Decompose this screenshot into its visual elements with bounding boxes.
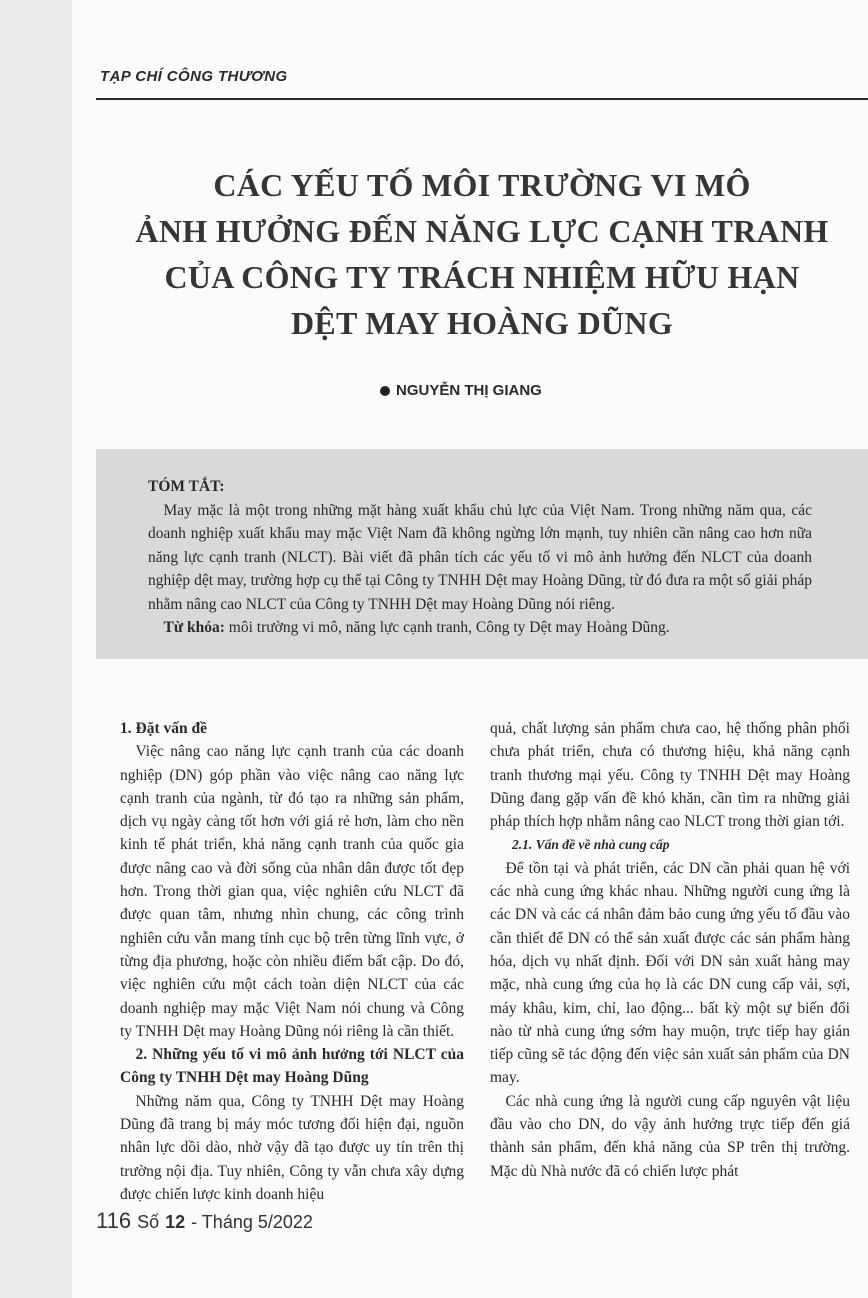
paragraph: Những năm qua, Công ty TNHH Dệt may Hoàng Dũng đã trang bị máy móc tương đối hiện đại, nguồn nhân lực dồi dào, nhờ vậy đã tạo được uy tín trên thị trường nội địa. Tuy nhiên, Công ty vẫn chưa xây dựng được chiến lược kinh doanh hiệu (120, 1092, 464, 1203)
page-left-margin (0, 0, 72, 1298)
section-heading: 1. Đặt vấn đề (120, 720, 207, 737)
paragraph: Việc nâng cao năng lực cạnh tranh của các doanh nghiệp (DN) góp phần vào việc nâng cao năng lực cạnh tranh của ngành, từ đó tạo ra những sản phẩm, dịch vụ ngày càng tốt hơn với giá rẻ hơn, làm cho nền kinh tế phát triển, khả năng cạnh tranh của quốc gia được nâng cao và đời sống của nhân dân được tốt đẹp hơn. Trong thời gian qua, việc nghiên cứu NLCT đã được quan tâm, nhưng nhìn chung, các công trình nghiên cứu vẫn mang tính cục bộ trên từng lĩnh vực, ở từng địa phương, hoặc còn nhiều điểm bất cập. Do đó, việc nghiên cứu một cách toàn diện NLCT của các doanh nghiệp may mặc Việt Nam nói chung và Công ty TNHH Dệt may Hoàng Dũng nói riêng là cần thiết. (120, 743, 464, 1040)
section-heading: 2. Những yếu tố vi mô ảnh hưởng tới NLCT của Công ty TNHH Dệt may Hoàng Dũng (120, 1046, 464, 1087)
abstract-box (96, 449, 868, 659)
abstract-content (148, 475, 812, 640)
keywords-text: môi trường vi mô, năng lực cạnh tranh, Công ty Dệt may Hoàng Dũng. (228, 619, 670, 636)
title-line: CỦA CÔNG TY TRÁCH NHIỆM HỮU HẠN (164, 259, 800, 295)
paragraph: Các nhà cung ứng là người cung cấp nguyên vật liệu đầu vào cho DN, do vậy ảnh hưởng trực tiếp đến giá thành sản phẩm, đến khả năng của SP trên thị trường. Mặc dù Nhà nước đã có chiến lược phát (490, 1092, 850, 1180)
author-line (380, 382, 542, 399)
subsection-heading: 2.1. Vấn đề về nhà cung cấp (512, 837, 670, 853)
left-column (120, 717, 464, 1206)
article-title (96, 162, 868, 346)
author-name: NGUYỄN THỊ GIANG (396, 382, 542, 399)
keywords-label: Từ khóa: (163, 619, 225, 636)
page-number: 116 (96, 1208, 132, 1233)
paragraph: quả, chất lượng sản phẩm chưa cao, hệ thống phân phối chưa phát triển, chưa có thương hiệu, khả năng cạnh tranh thương mại yếu. Công ty TNHH Dệt may Hoàng Dũng đang gặp vấn đề khó khăn, cần tìm ra những giải pháp thích hợp nhằm nâng cao NLCT trong thời gian tới. (490, 720, 850, 831)
title-line: CÁC YẾU TỐ MÔI TRƯỜNG VI MÔ (213, 167, 751, 203)
abstract-heading: TÓM TẮT: (148, 478, 225, 495)
title-line: DỆT MAY HOÀNG DŨNG (290, 305, 674, 341)
paragraph: Để tồn tại và phát triển, các DN cần phải quan hệ với các nhà cung ứng khác nhau. Những người cung ứng là các DN và các cá nhân đảm bảo cung ứng yếu tố đầu vào cần thiết để DN có thể sản xuất được các sản phẩm hàng hóa, dịch vụ nhất định. Đối với DN sản xuất hàng may mặc, nhà cung ứng của họ là các DN cung cấp vải, sợi, máy khâu, kim, chỉ, lao động... bất kỳ một sự biến đổi nào từ nhà cung ứng sớm hay muộn, trực tiếp hay gián tiếp cũng sẽ tác động đến việc sản xuất sản phẩm của DN may. (490, 859, 850, 1087)
issue-label: Số (137, 1212, 160, 1232)
keywords (148, 616, 812, 640)
right-column (490, 717, 850, 1183)
abstract-body: May mặc là một trong những mặt hàng xuất khẩu chủ lực của Việt Nam. Trong những năm qua, các doanh nghiệp xuất khẩu may mặc Việt Nam đã không ngừng lớn mạnh, tuy nhiên cần nâng cao hơn nữa năng lực cạnh tranh (NLCT). Bài viết đã phân tích các yếu tố vi mô ảnh hưởng đến NLCT của doanh nghiệp dệt may, trường hợp cụ thể tại Công ty TNHH Dệt may Hoàng Dũng, từ đó đưa ra một số giải pháp nhằm nâng cao NLCT của Công ty TNHH Dệt may Hoàng Dũng nói riêng. (148, 501, 812, 613)
header-rule (96, 98, 868, 100)
issue-number: 12 (165, 1212, 186, 1232)
bullet-icon (380, 386, 390, 396)
issue-date: - Tháng 5/2022 (191, 1212, 313, 1232)
page-footer (96, 1208, 313, 1234)
title-line: ẢNH HƯỞNG ĐẾN NĂNG LỰC CẠNH TRANH (135, 213, 829, 249)
journal-header: TẠP CHÍ CÔNG THƯƠNG (100, 68, 288, 85)
